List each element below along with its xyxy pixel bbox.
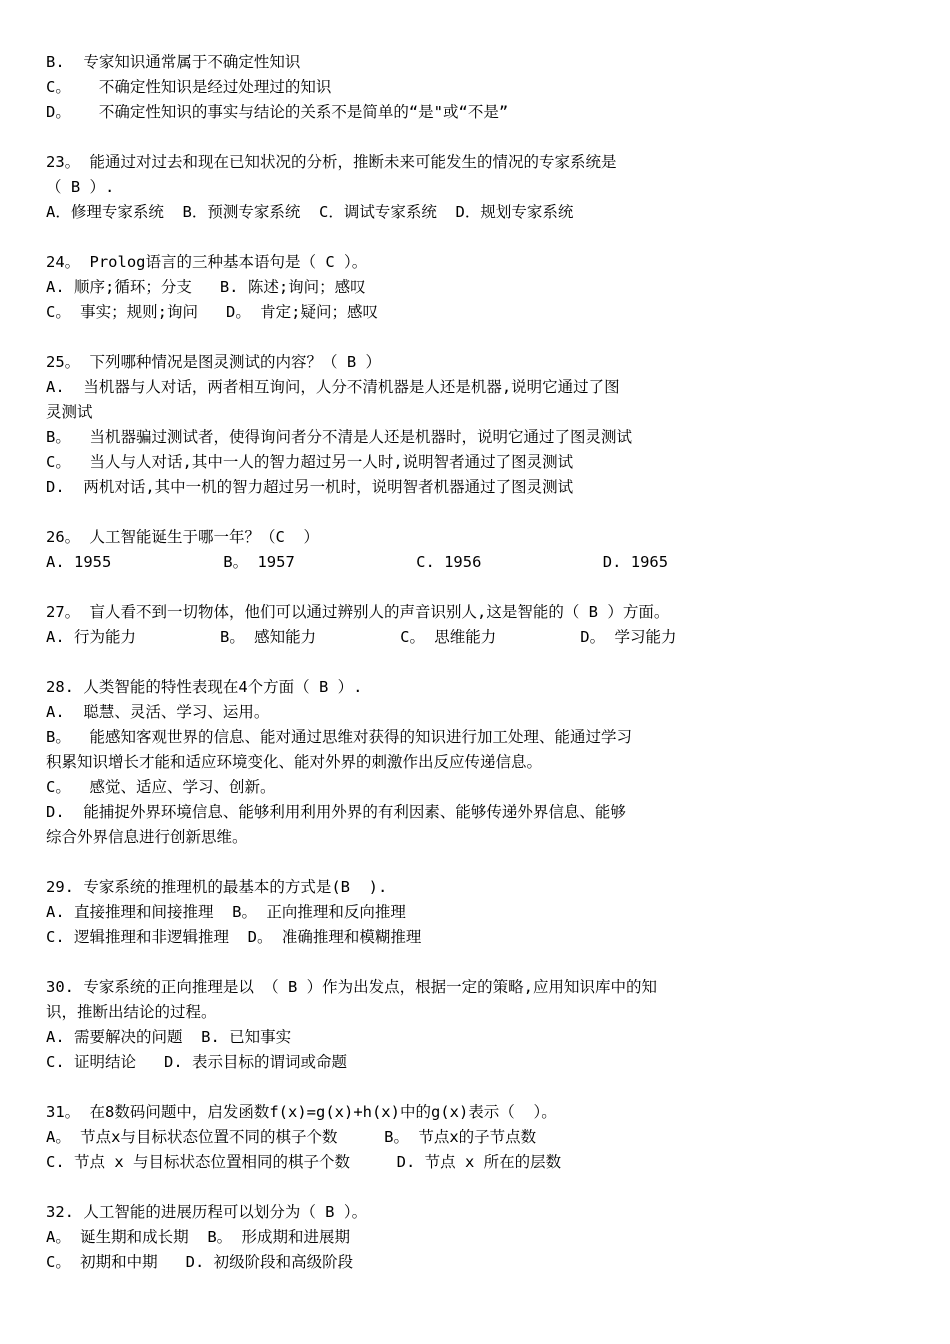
question-block (46, 975, 926, 1075)
option-line: D. 两机对话,其中一机的智力超过另一机时，说明智者机器通过了图灵测试 (46, 478, 574, 496)
option-line: A. 行为能力 B。 感知能力 C。 思维能力 D。 学习能力 (46, 628, 677, 646)
question-block (46, 250, 926, 325)
question-stem: 识，推断出结论的过程。 (46, 1003, 217, 1021)
option-line: C。 感觉、适应、学习、创新。 (46, 778, 276, 796)
question-stem: 23。 能通过对过去和现在已知状况的分析，推断未来可能发生的情况的专家系统是 (46, 153, 617, 171)
question-block (46, 675, 926, 850)
question-block (46, 1100, 926, 1175)
document-page (46, 50, 926, 1275)
question-block (46, 150, 926, 225)
option-line: C。 不确定性知识是经过处理过的知识 (46, 78, 332, 96)
option-line: C。 事实；规则;询问 D。 肯定;疑问；感叹 (46, 303, 378, 321)
question-block (46, 525, 926, 575)
option-line: 灵测试 (46, 403, 93, 421)
question-stem: 24。 Prolog语言的三种基本语句是（ C ）。 (46, 253, 368, 271)
question-stem: 32. 人工智能的进展历程可以划分为（ B ）。 (46, 1203, 368, 1221)
option-line: D. 能捕捉外界环境信息、能够利用利用外界的有利因素、能够传递外界信息、能够 (46, 803, 626, 821)
option-line: A. 需要解决的问题 B. 已知事实 (46, 1028, 292, 1046)
question-block (46, 600, 926, 650)
option-line: C. 节点 x 与目标状态位置相同的棋子个数 D. 节点 x 所在的层数 (46, 1153, 562, 1171)
option-line: B。 当机器骗过测试者，使得询问者分不清是人还是机器时，说明它通过了图灵测试 (46, 428, 632, 446)
question-stem: 27。 盲人看不到一切物体，他们可以通过辨别人的声音识别人,这是智能的（ B ）方面。 (46, 603, 670, 621)
question-stem: 28. 人类智能的特性表现在4个方面（ B ）. (46, 678, 363, 696)
option-line: A。 诞生期和成长期 B。 形成期和进展期 (46, 1228, 350, 1246)
option-line: A．修理专家系统 B．预测专家系统 C．调试专家系统 D．规划专家系统 (46, 203, 574, 221)
option-line: A. 顺序;循环；分支 B. 陈述;询问；感叹 (46, 278, 366, 296)
question-block (46, 875, 926, 950)
question-stem: 29. 专家系统的推理机的最基本的方式是(B ). (46, 878, 388, 896)
option-line: C。 初期和中期 D. 初级阶段和高级阶段 (46, 1253, 354, 1271)
question-stem: （ B ）. (46, 178, 115, 196)
question-block (46, 1200, 926, 1275)
question-stem: 31。 在8数码问题中，启发函数f(x)=g(x)+h(x)中的g(x)表示（ ）。 (46, 1103, 557, 1121)
option-line: C. 证明结论 D. 表示目标的谓词或命题 (46, 1053, 347, 1071)
option-line: 积累知识增长才能和适应环境变化、能对外界的刺激作出反应传递信息。 (46, 753, 543, 771)
question-stem: 25。 下列哪种情况是图灵测试的内容？（ B ） (46, 353, 381, 371)
question-stem: 30. 专家系统的正向推理是以 （ B ）作为出发点，根据一定的策略,应用知识库中的知 (46, 978, 657, 996)
option-line: C。 当人与人对话,其中一人的智力超过另一人时,说明智者通过了图灵测试 (46, 453, 574, 471)
question-block (46, 50, 926, 125)
option-line: B. 专家知识通常属于不确定性知识 (46, 53, 301, 71)
option-line: B。 能感知客观世界的信息、能对通过思维对获得的知识进行加工处理、能通过学习 (46, 728, 632, 746)
option-line: 综合外界信息进行创新思维。 (46, 828, 248, 846)
option-line: A. 直接推理和间接推理 B。 正向推理和反向推理 (46, 903, 406, 921)
question-stem: 26。 人工智能诞生于哪一年？（C ） (46, 528, 319, 546)
option-line: A。 节点x与目标状态位置不同的棋子个数 B。 节点x的子节点数 (46, 1128, 537, 1146)
option-line: A. 聪慧、灵活、学习、运用。 (46, 703, 270, 721)
option-line: C. 逻辑推理和非逻辑推理 D。 准确推理和模糊推理 (46, 928, 422, 946)
option-line: A. 当机器与人对话，两者相互询问，人分不清机器是人还是机器,说明它通过了图 (46, 378, 620, 396)
option-line: A. 1955 B。 1957 C. 1956 D. 1965 (46, 553, 669, 571)
question-block (46, 350, 926, 500)
option-line: D。 不确定性知识的事实与结论的关系不是简单的“是"或“不是” (46, 103, 509, 121)
